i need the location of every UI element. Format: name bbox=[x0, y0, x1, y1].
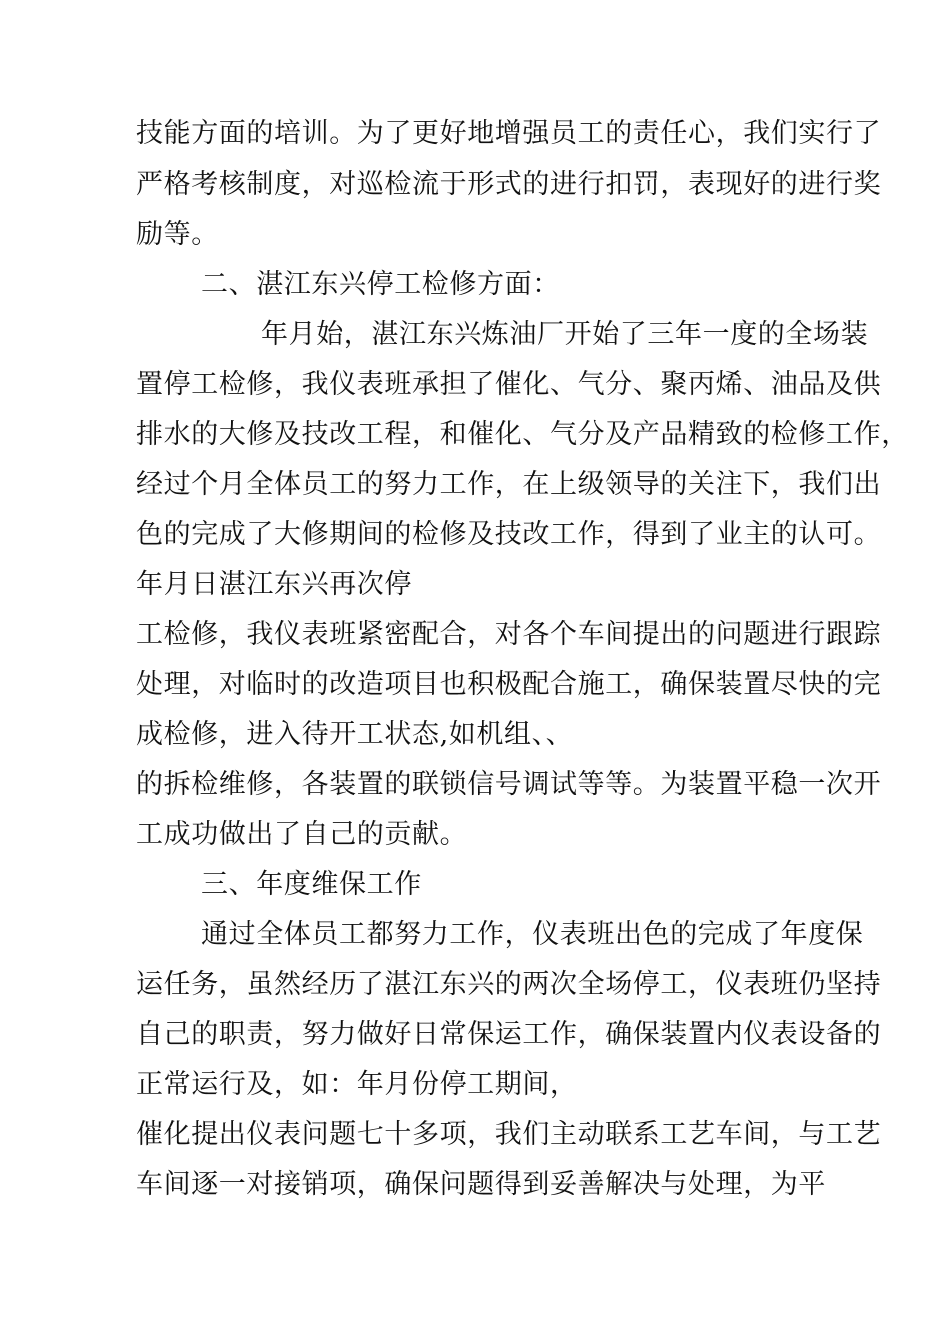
section-heading: 三、年度维保工作 bbox=[201, 869, 422, 900]
paragraph-line: 正常运行及，如：年月份停工期间， bbox=[136, 1069, 578, 1100]
paragraph-line: 催化提出仪表问题七十多项，我们主动联系工艺车间，与工艺 bbox=[136, 1119, 882, 1150]
paragraph-line: 严格考核制度，对巡检流于形式的进行扣罚，表现好的进行奖 bbox=[136, 169, 882, 200]
paragraph-line: 的拆检维修，各装置的联锁信号调试等等。为装置平稳一次开 bbox=[136, 769, 882, 800]
paragraph-line: 车间逐一对接销项，确保问题得到妥善解决与处理，为平 bbox=[136, 1169, 826, 1200]
paragraph-line: 排水的大修及技改工程，和催化、气分及产品精致的检修工作， bbox=[136, 419, 909, 450]
paragraph-line: 处理，对临时的改造项目也积极配合施工，确保装置尽快的完 bbox=[136, 669, 882, 700]
section-heading: 二、湛江东兴停工检修方面： bbox=[201, 269, 560, 300]
paragraph-line: 年月日湛江东兴再次停 bbox=[136, 569, 412, 600]
paragraph-line: 通过全体员工都努力工作，仪表班出色的完成了年度保 bbox=[201, 919, 864, 950]
paragraph-line: 工成功做出了自己的贡献。 bbox=[136, 819, 468, 850]
paragraph-line: 色的完成了大修期间的检修及技改工作，得到了业主的认可。 bbox=[136, 519, 882, 550]
paragraph-line: 技能方面的培训。为了更好地增强员工的责任心，我们实行了 bbox=[136, 118, 882, 149]
paragraph-line: 运任务，虽然经历了湛江东兴的两次全场停工，仪表班仍坚持 bbox=[136, 969, 882, 1000]
paragraph-line: 成检修，进入待开工状态,如机组、、 bbox=[136, 719, 574, 750]
paragraph-line: 年月始，湛江东兴炼油厂开始了三年一度的全场装 bbox=[261, 319, 869, 350]
paragraph-line: 励等。 bbox=[136, 219, 219, 250]
paragraph-line: 置停工检修，我仪表班承担了催化、气分、聚丙烯、油品及供 bbox=[136, 369, 882, 400]
paragraph-line: 自己的职责，努力做好日常保运工作，确保装置内仪表设备的 bbox=[136, 1019, 882, 1050]
paragraph-line: 工检修，我仪表班紧密配合，对各个车间提出的问题进行跟踪 bbox=[136, 619, 882, 650]
paragraph-line: 经过个月全体员工的努力工作，在上级领导的关注下，我们出 bbox=[136, 469, 882, 500]
